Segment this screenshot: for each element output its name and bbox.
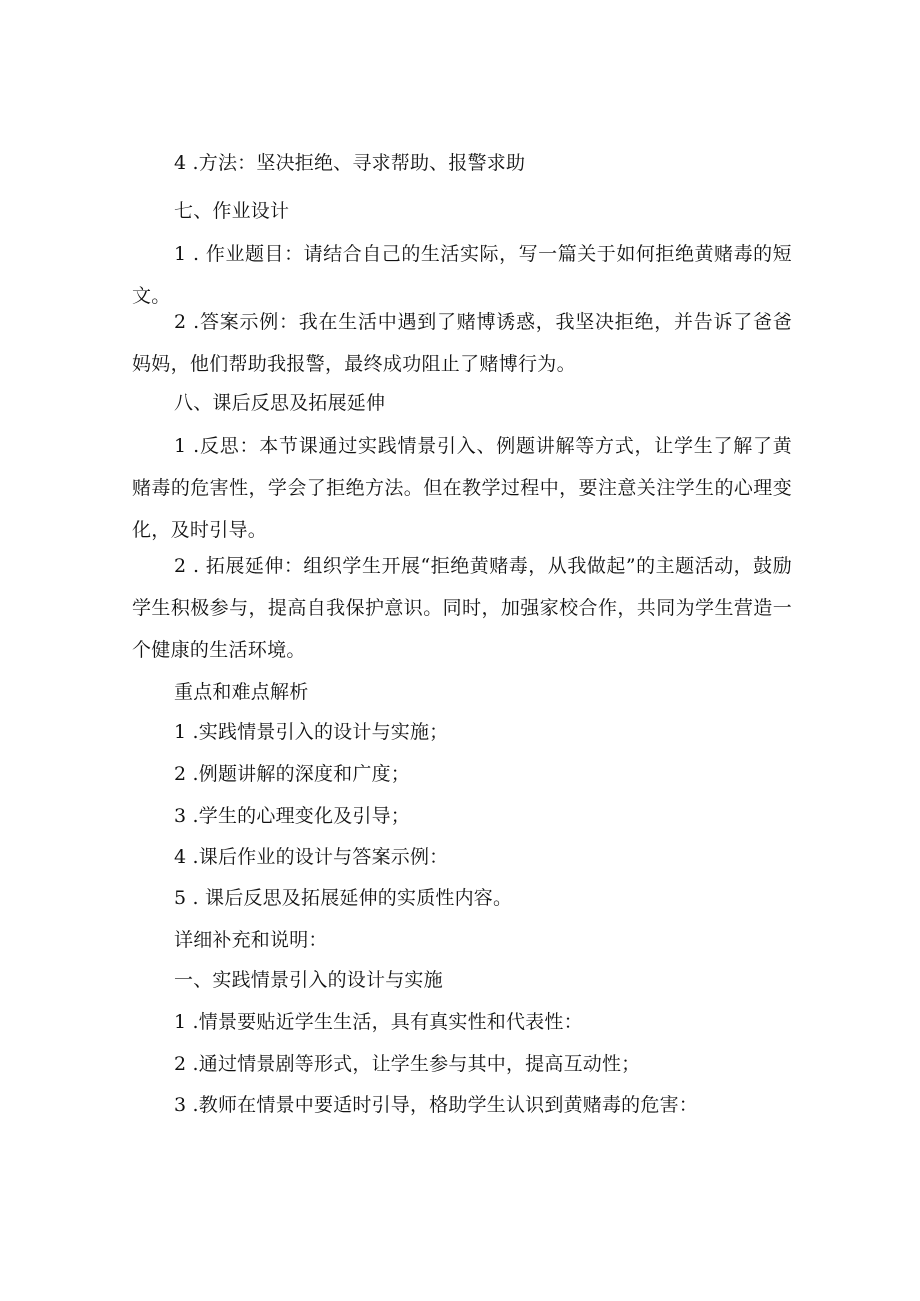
supplement-heading: 详细补充和说明： (174, 929, 328, 951)
method-line: 4 .方法：坚决拒绝、寻求帮助、报警求助 (174, 152, 526, 174)
supplement-item: 1 .情景要贴近学生生活，具有真实性和代表性： (174, 1011, 583, 1033)
keypoint-item: 3 .学生的心理变化及引导； (174, 805, 410, 827)
supplement-section-1-heading: 一、实践情景引入的设计与实施 (174, 969, 443, 991)
keypoints-heading: 重点和难点解析 (174, 681, 309, 703)
homework-question: 1 . 作业题目：请结合自己的生活实际，写一篇关于如何拒绝黄赌毒的短文。 (132, 243, 792, 307)
keypoint-item: 2 .例题讲解的深度和广度； (174, 763, 410, 785)
answer-example: 2 .答案示例：我在生活中遇到了赌博诱惑，我坚决拒绝，并告诉了爸爸妈妈，他们帮助我报警，最终成功阻止了赌博行为。 (132, 311, 792, 375)
section-8-heading: 八、课后反思及拓展延伸 (174, 392, 386, 414)
supplement-item: 3 .教师在情景中要适时引导，格助学生认识到黄赌毒的危害： (174, 1094, 698, 1116)
keypoint-item: 4 .课后作业的设计与答案示例： (174, 846, 449, 868)
section-7-heading: 七、作业设计 (174, 200, 290, 222)
keypoint-item: 1 .实践情景引入的设计与实施； (174, 721, 449, 743)
keypoint-item: 5 . 课后反思及拓展延伸的实质性内容。 (174, 887, 513, 909)
supplement-item: 2 .通过情景剧等形式，让学生参与其中，提高互动性； (174, 1053, 641, 1075)
extension-paragraph: 2 . 拓展延伸：组织学生开展“拒绝黄赌毒，从我做起”的主题活动，鼓励学生积极参与，提高自我保护意识。同时，加强家校合作，共同为学生营造一个健康的生活环境。 (132, 555, 792, 661)
reflection-paragraph: 1 .反思：本节课通过实践情景引入、例题讲解等方式，让学生了解了黄赌毒的危害性，学会了拒绝方法。但在教学过程中，要注意关注学生的心理变化，及时引导。 (132, 435, 792, 541)
